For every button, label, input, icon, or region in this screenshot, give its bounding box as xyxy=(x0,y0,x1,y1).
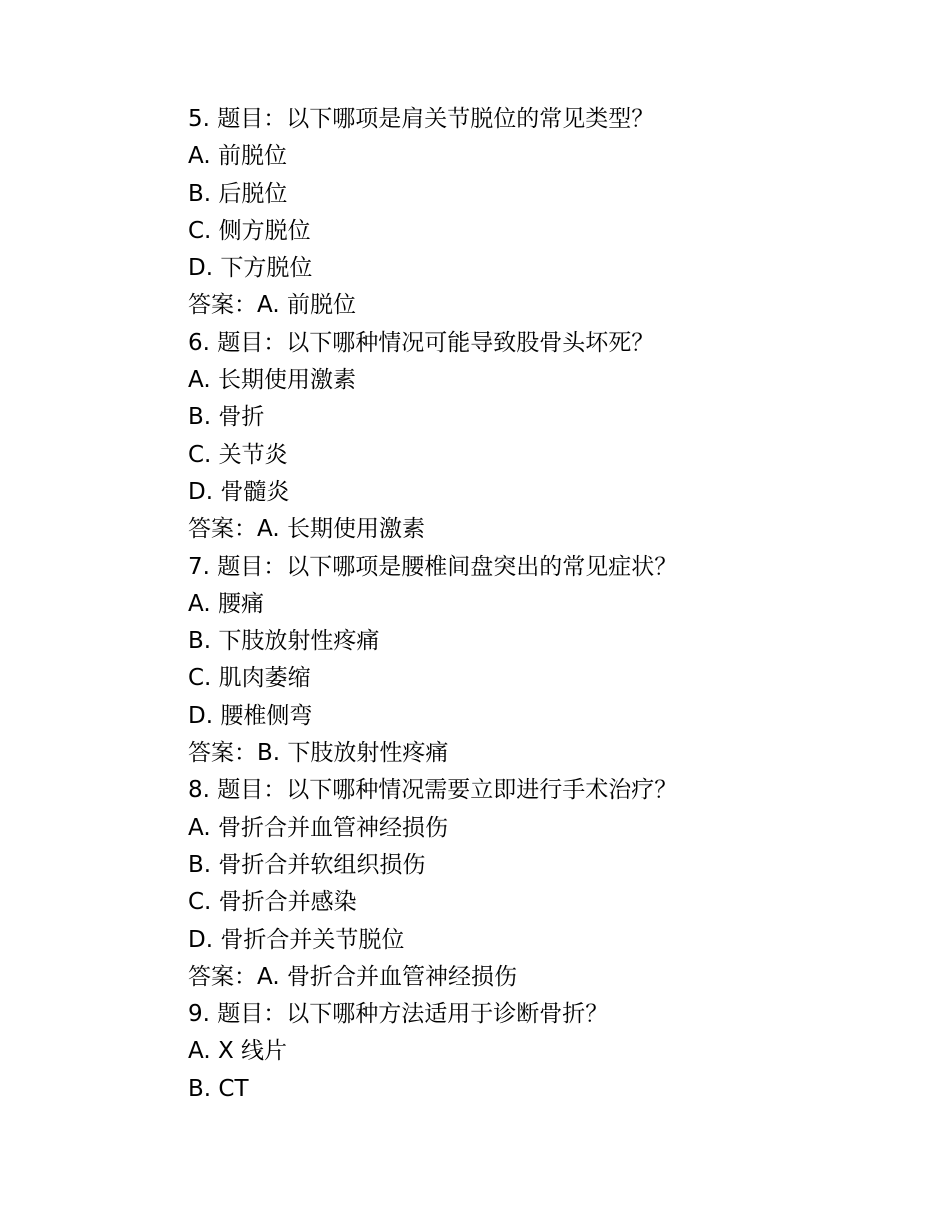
question-8-title: 8. 题目：以下哪种情况需要立即进行手术治疗？ xyxy=(188,777,678,804)
document-page xyxy=(188,101,888,1108)
question-6-option-d: D. 骨髓炎 xyxy=(188,478,290,505)
question-7-option-c: C. 肌肉萎缩 xyxy=(188,665,311,692)
question-7-option-b: B. 下肢放射性疼痛 xyxy=(188,628,380,655)
question-9-option-b: B. CT xyxy=(188,1075,249,1102)
question-5-answer: 答案：A. 前脱位 xyxy=(188,292,356,319)
question-7-option-d: D. 腰椎侧弯 xyxy=(188,702,313,729)
question-9-title: 9. 题目：以下哪种方法适用于诊断骨折？ xyxy=(188,1001,609,1028)
question-7-option-a: A. 腰痛 xyxy=(188,590,264,617)
question-7-title: 7. 题目：以下哪项是腰椎间盘突出的常见症状？ xyxy=(188,553,678,580)
question-6-answer: 答案：A. 长期使用激素 xyxy=(188,516,425,543)
question-8-option-c: C. 骨折合并感染 xyxy=(188,889,357,916)
question-8-answer: 答案：A. 骨折合并血管神经损伤 xyxy=(188,963,517,990)
question-6-option-b: B. 骨折 xyxy=(188,404,265,431)
question-6-option-a: A. 长期使用激素 xyxy=(188,367,356,394)
question-5-option-b: B. 后脱位 xyxy=(188,180,288,207)
question-6-title: 6. 题目：以下哪种情况可能导致股骨头坏死？ xyxy=(188,329,655,356)
question-5-title: 5. 题目：以下哪项是肩关节脱位的常见类型？ xyxy=(188,106,655,132)
question-5-option-c: C. 侧方脱位 xyxy=(188,217,311,244)
question-7-answer: 答案：B. 下肢放射性疼痛 xyxy=(188,740,449,767)
question-5-option-d: D. 下方脱位 xyxy=(188,255,313,282)
question-6-option-c: C. 关节炎 xyxy=(188,441,288,468)
question-5-option-a: A. 前脱位 xyxy=(188,143,287,170)
question-8-option-a: A. 骨折合并血管神经损伤 xyxy=(188,814,448,841)
question-8-option-b: B. 骨折合并软组织损伤 xyxy=(188,851,426,878)
question-9-option-a: A. X 线片 xyxy=(188,1038,288,1065)
question-8-option-d: D. 骨折合并关节脱位 xyxy=(188,926,405,953)
